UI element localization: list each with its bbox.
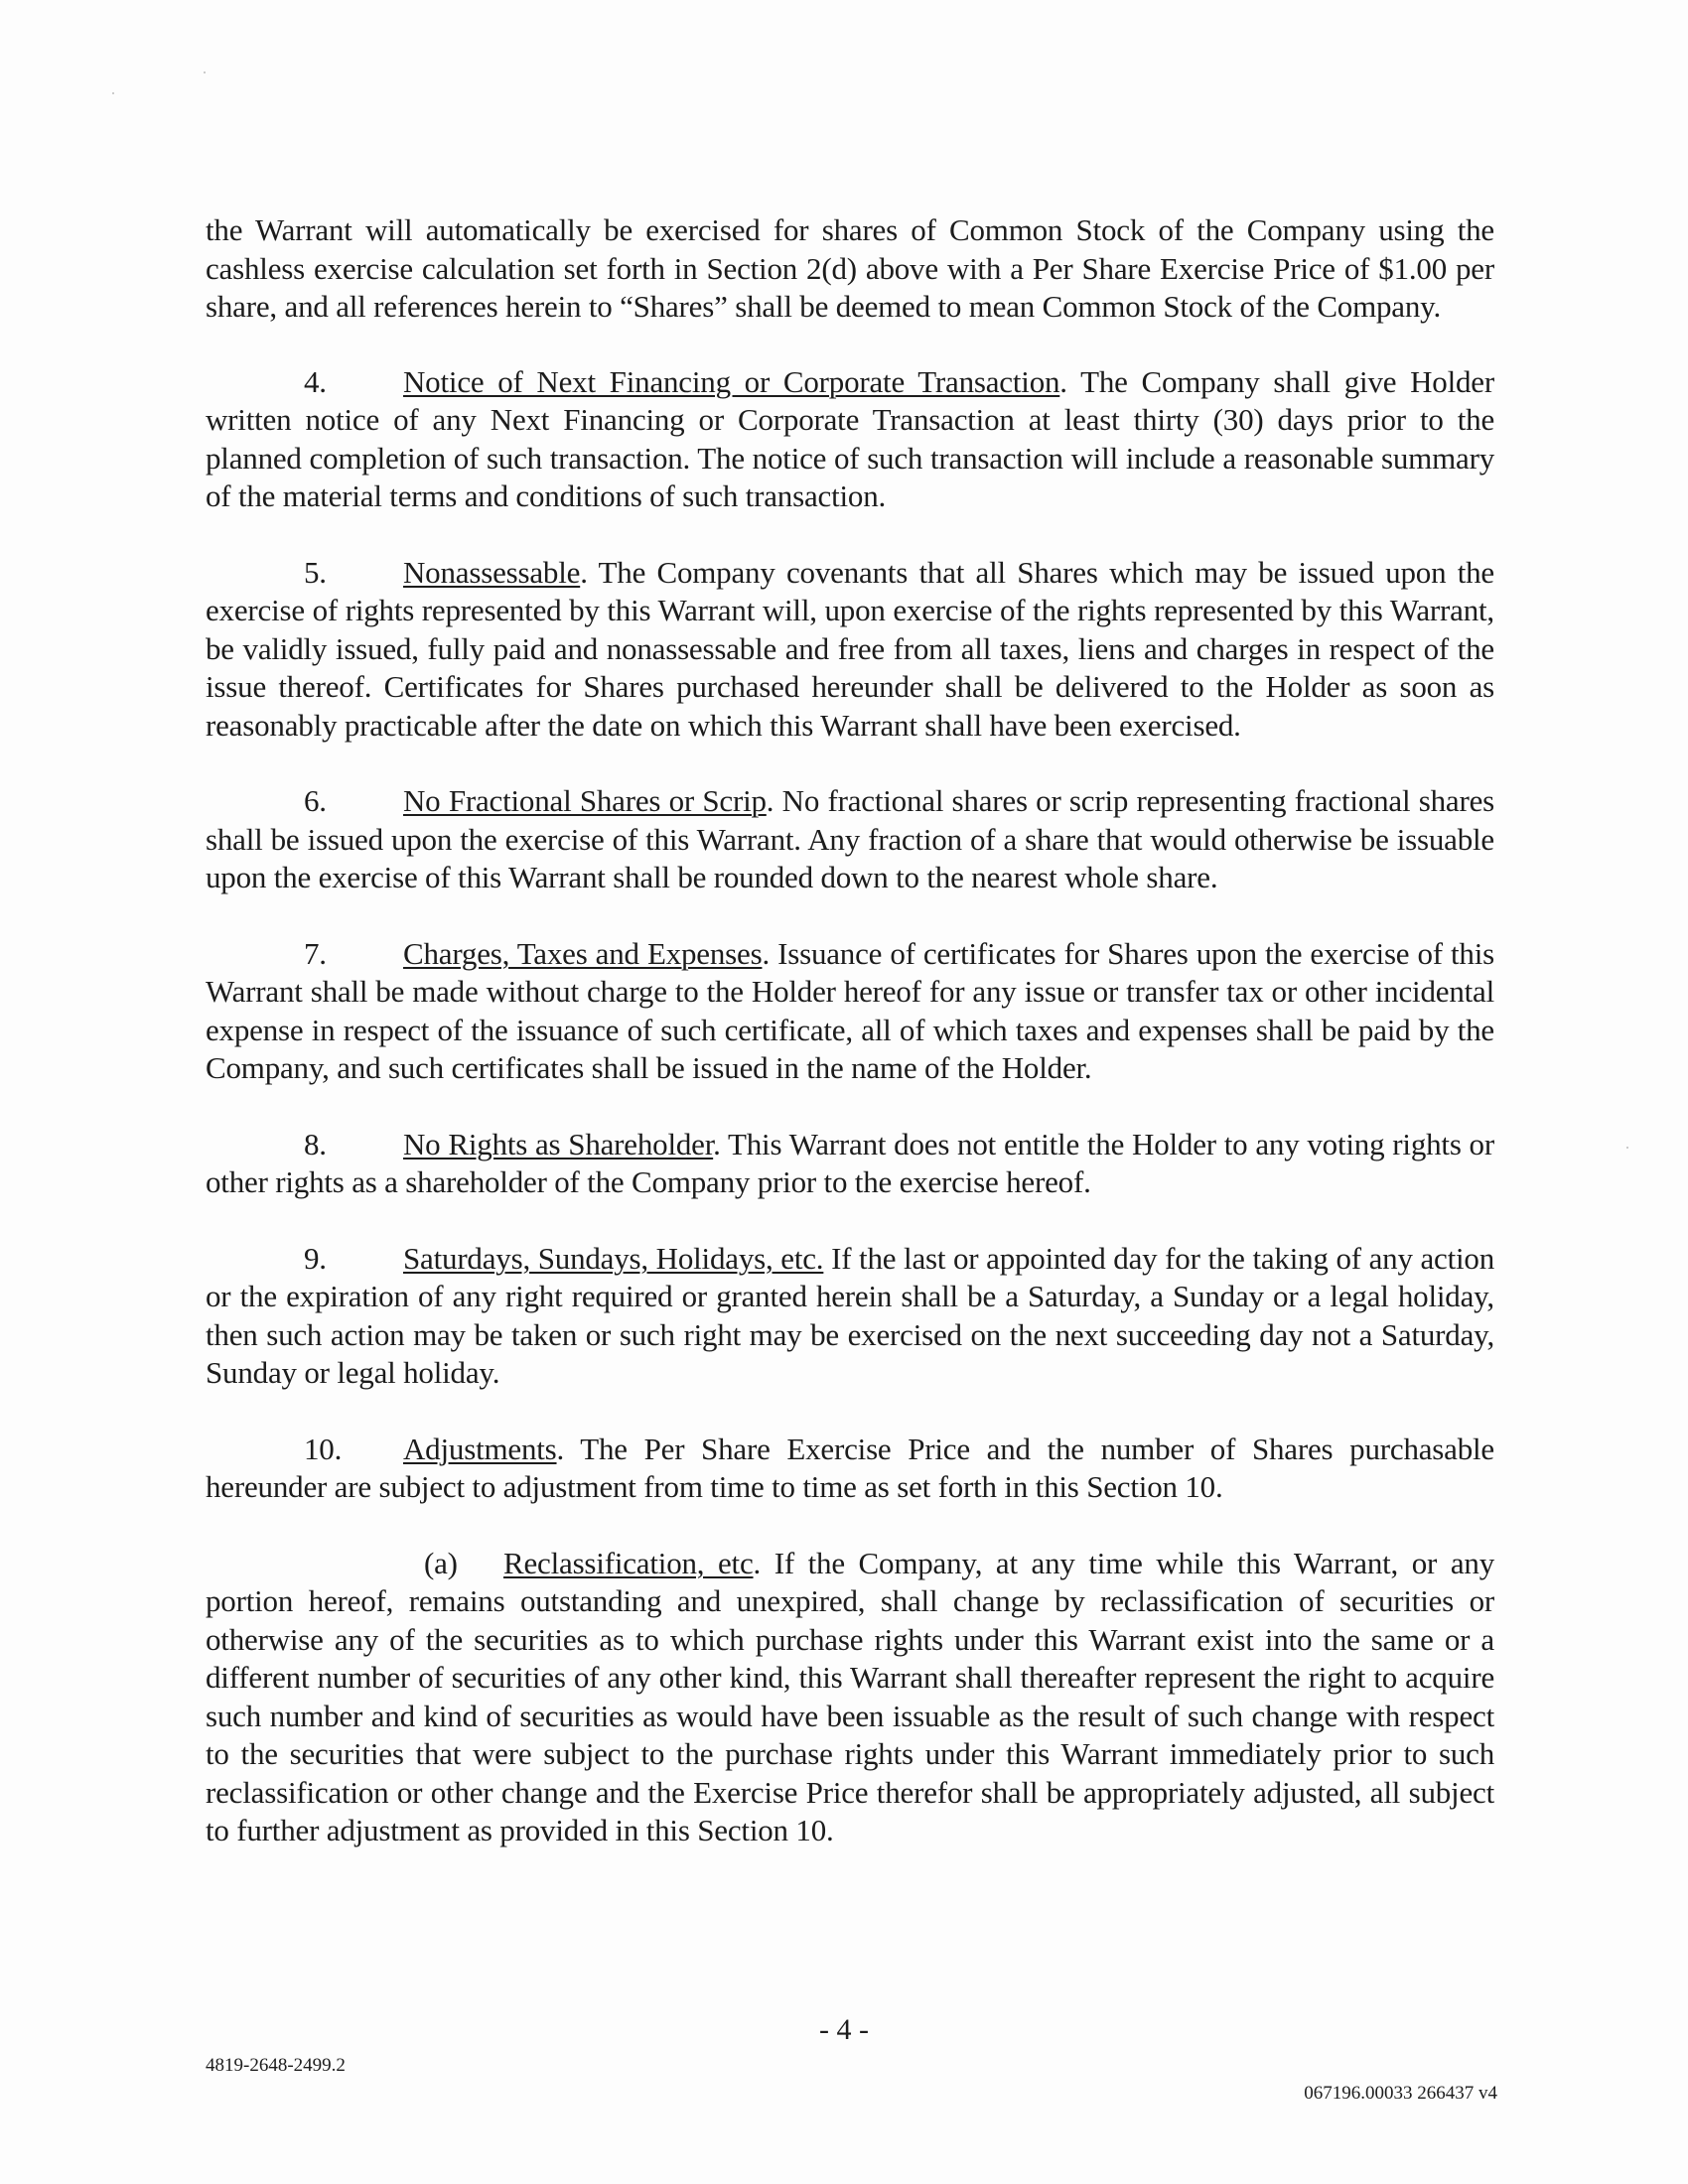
section-heading: Charges, Taxes and Expenses (403, 935, 763, 971)
section-text: . Issuance of certificates for Shares upon the exercise of this Warrant shall be made without charge to the Holder hereof for any issue or transfer tax or other incidental expense in respect of the issuance of such certificate, all of which taxes and expenses shall be paid by the Company, and such certificates shall be issued in the name of the Holder. (206, 935, 1494, 1085)
section-number: 9. (304, 1240, 327, 1276)
section-number: 10. (304, 1431, 343, 1466)
section-heading: No Rights as Shareholder (403, 1126, 714, 1161)
section-number: 5. (304, 554, 327, 590)
section-heading: Nonassessable (403, 554, 581, 590)
section-text: If the last or appointed day for the taking of any action or the expiration of any right required or granted herein shall be a Saturday, a Sunday or a legal holiday, then such action may be taken or such right may be exercised on the next succeeding day not a Saturday, Sunday or legal holiday. (206, 1240, 1495, 1390)
section-number: 8. (304, 1126, 327, 1161)
scan-speck (204, 71, 206, 73)
scan-speck (112, 92, 114, 94)
section-text: . The Per Share Exercise Price and the number of Shares purchasable hereunder are subject to adjustment from time to time as set forth in this Section 10. (206, 1431, 1494, 1504)
section-6 (206, 782, 1494, 897)
subsection-number: (a) (424, 1545, 458, 1580)
document-id-left: 4819-2648-2499.2 (206, 2055, 346, 2076)
section-number: 6. (304, 783, 327, 818)
section-10 (206, 1431, 1494, 1507)
continuation-paragraph (206, 211, 1494, 327)
section-number: 4. (304, 363, 327, 399)
section-heading: No Fractional Shares or Scrip (403, 783, 767, 818)
subsection-text: . If the Company, at any time while this Warrant, or any portion hereof, remains outstanding and unexpired, shall change by reclassification of securities or otherwise any of the securities as to which purchase rights under this Warrant exist into the same or a different number of securities of any other kind, this Warrant shall thereafter represent the right to acquire such number and kind of securities as would have been issuable as the result of such change with respect to the securities that were subject to the purchase rights under this Warrant immediately prior to such reclassification or other change and the Exercise Price therefor shall be appropriately adjusted, all subject to further adjustment as provided in this Section 10. (206, 1545, 1494, 1847)
page-number: - 4 - (819, 2013, 869, 2046)
section-text: . This Warrant does not entitle the Holder to any voting rights or other rights as a shareholder of the Company prior to the exercise hereof. (206, 1126, 1494, 1199)
document-body (206, 211, 1494, 1888)
subsection-heading: Reclassification, etc (503, 1545, 754, 1580)
section-text: . The Company shall give Holder written notice of any Next Financing or Corporate Transaction at least thirty (30) days prior to the planned completion of such transaction. The notice of such transaction will include a reasonable summary of the material terms and conditions of such transaction. (206, 363, 1494, 513)
section-4 (206, 363, 1494, 516)
subsection-10a (206, 1545, 1494, 1850)
section-text: . No fractional shares or scrip representing fractional shares shall be issued upon the exercise of this Warrant. Any fraction of a share that would otherwise be issuable upon the exercise of this Warrant shall be rounded down to the nearest whole share. (206, 783, 1494, 894)
section-8 (206, 1126, 1494, 1202)
section-number: 7. (304, 935, 327, 971)
section-heading: Adjustments (403, 1431, 557, 1466)
section-5 (206, 554, 1494, 746)
scan-speck (1626, 1147, 1628, 1149)
paragraph-text: the Warrant will automatically be exercised for shares of Common Stock of the Company using the cashless exercise calculation set forth in Section 2(d) above with a Per Share Exercise Price of $1.00 per share, and all references herein to “Shares” shall be deemed to mean Common Stock of the Company. (206, 212, 1494, 324)
section-heading: Saturdays, Sundays, Holidays, etc. (403, 1240, 824, 1276)
section-9 (206, 1240, 1494, 1393)
section-text: . The Company covenants that all Shares which may be issued upon the exercise of rights represented by this Warrant will, upon exercise of the rights represented by this Warrant, be validly issued, fully paid and nonassessable and free from all taxes, liens and charges in respect of the issue thereof. Certificates for Shares purchased hereunder shall be delivered to the Holder as soon as reasonably practicable after the date on which this Warrant shall have been exercised. (206, 554, 1494, 743)
section-heading: Notice of Next Financing or Corporate Transaction (403, 363, 1060, 399)
section-7 (206, 935, 1494, 1088)
document-id-right: 067196.00033 266437 v4 (1304, 2083, 1497, 2104)
